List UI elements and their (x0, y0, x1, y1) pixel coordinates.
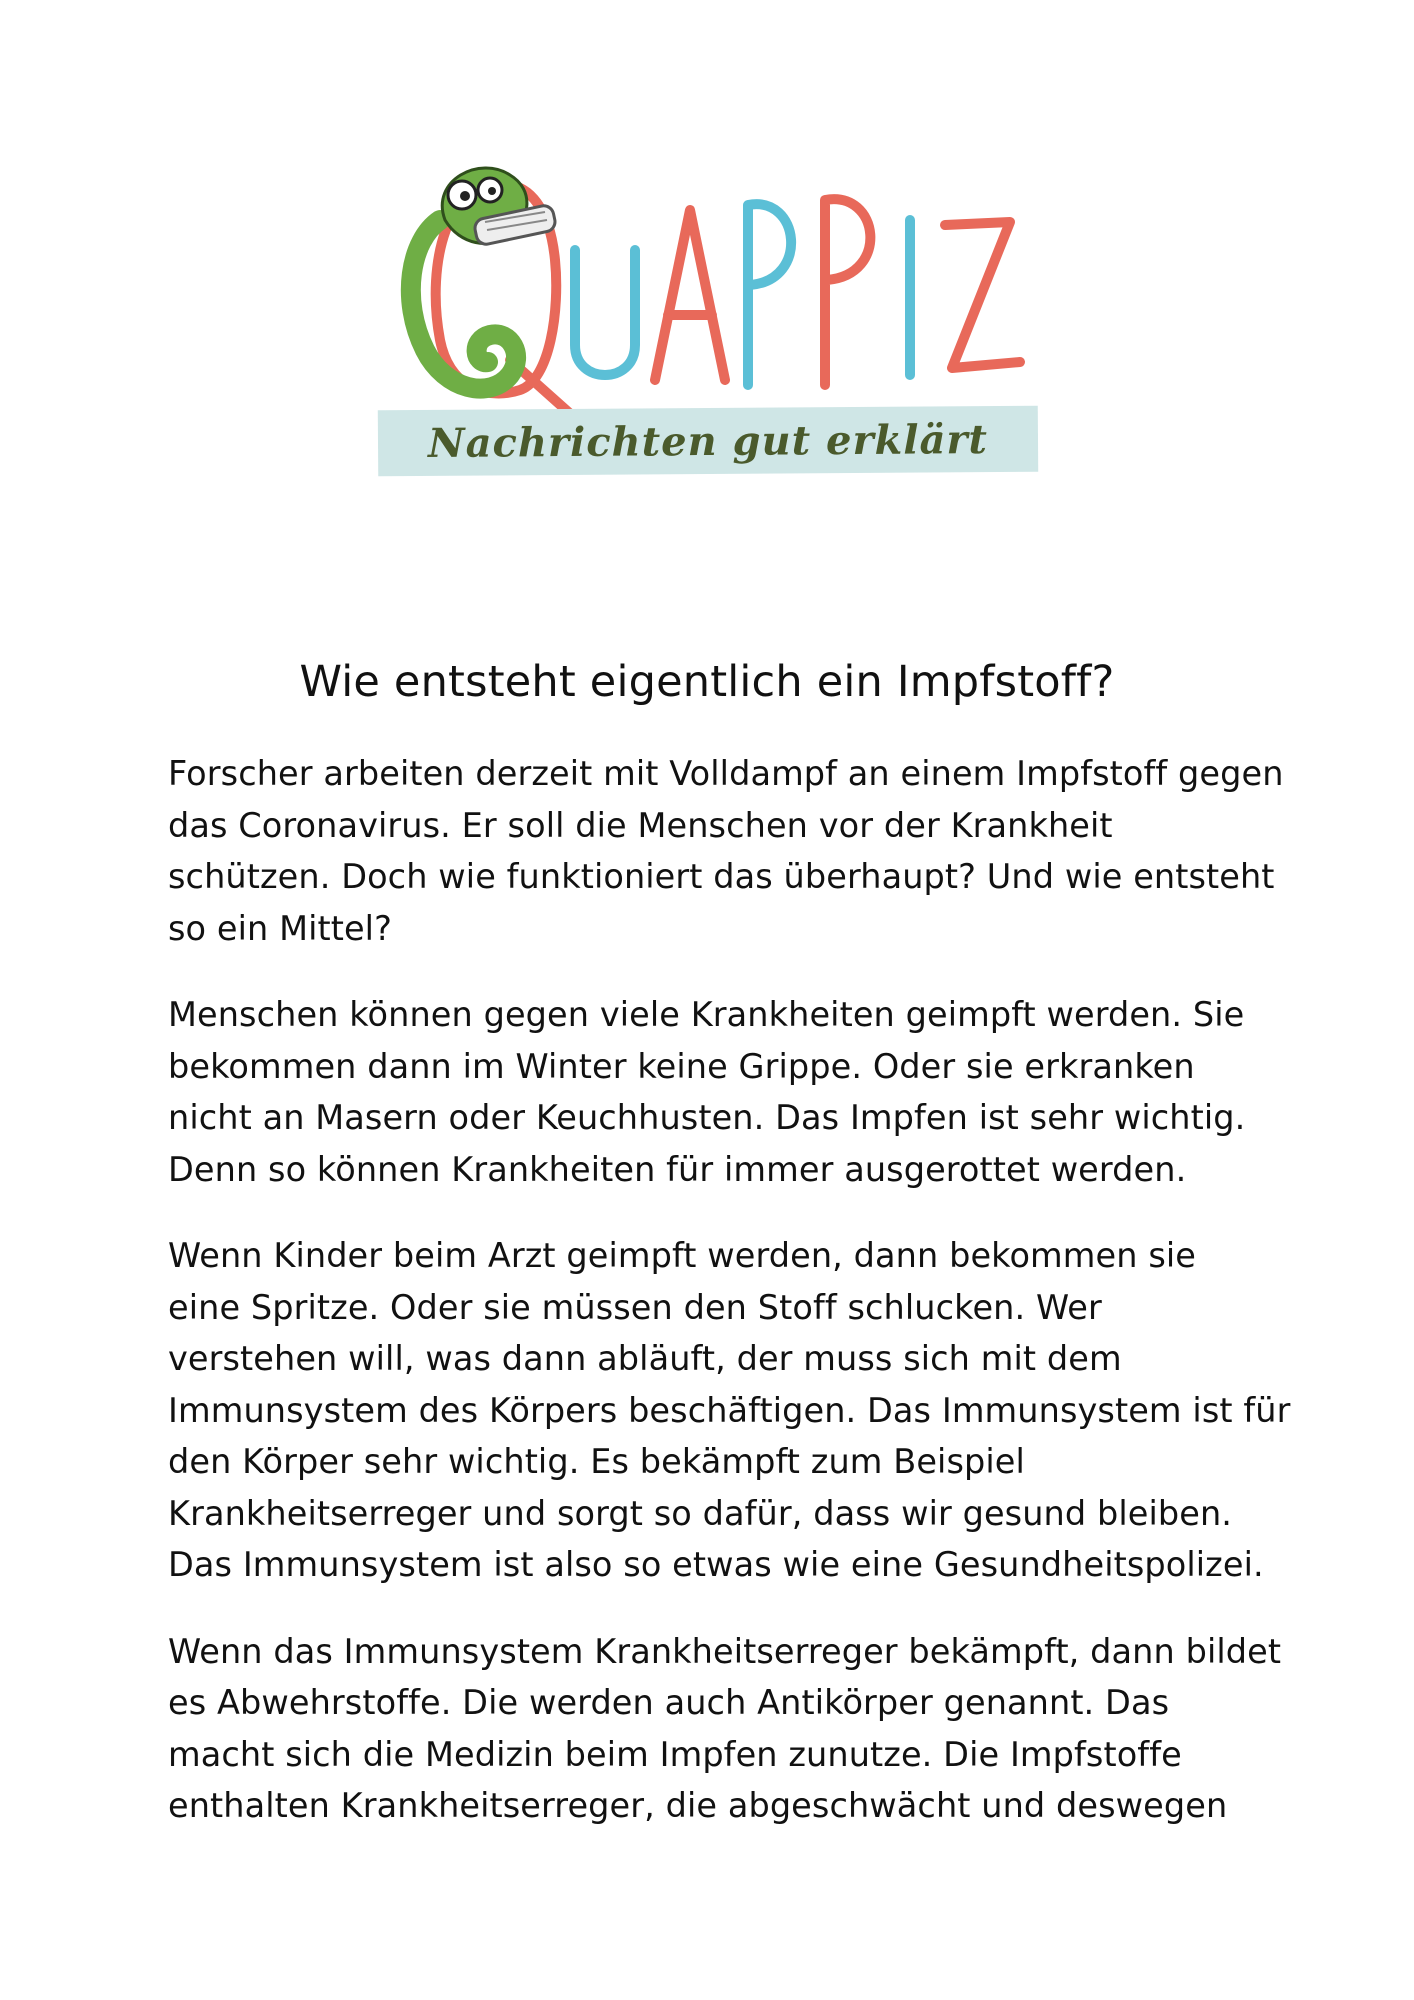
text-line: enthalten Krankheitserreger, die abgeschwächt und deswegen (168, 1786, 1228, 1825)
logo-tagline: Nachrichten gut erklärt (378, 406, 1038, 477)
logo-letter-p1 (748, 204, 791, 385)
text-line: macht sich die Medizin beim Impfen zunutze. Die Impfstoffe (168, 1734, 1182, 1774)
paragraph-1 (168, 748, 1284, 954)
logo-letter-u (575, 250, 635, 375)
text-line: Menschen können gegen viele Krankheiten geimpft werden. Sie (168, 995, 1245, 1034)
paragraph-2 (168, 989, 1278, 1195)
text-line: Immunsystem des Körpers beschäftigen. Das Immunsystem ist für (168, 1390, 1291, 1430)
article-body (168, 748, 1291, 1867)
text-line: es Abwehrstoffe. Die werden auch Antikörper genannt. Das (168, 1683, 1170, 1722)
text-line: Denn so können Krankheiten für immer ausgerottet werden. (168, 1149, 1187, 1189)
logo-letter-z (945, 222, 1020, 368)
text-line: schützen. Doch wie funktioniert das überhaupt? Und wie entsteht (168, 857, 1275, 896)
paragraph-3 (168, 1230, 1291, 1591)
text-line: Forscher arbeiten derzeit mit Volldampf an einem Impfstoff gegen (168, 754, 1284, 793)
text-line: nicht an Masern oder Keuchhusten. Das Impfen ist sehr wichtig. (168, 1098, 1246, 1137)
text-line: Krankheitserreger und sorgt so dafür, dass wir gesund bleiben. (168, 1493, 1233, 1533)
text-line: Das Immunsystem ist also so etwas wie eine Gesundheitspolizei. (168, 1545, 1264, 1584)
paragraph-4 (168, 1626, 1282, 1832)
logo-letter-a (655, 210, 725, 380)
text-line: verstehen will, was dann abläuft, der muss sich mit dem (168, 1339, 1122, 1378)
text-line: eine Spritze. Oder sie müssen den Stoff schlucken. Wer (168, 1287, 1102, 1327)
text-line: das Coronavirus. Er soll die Menschen vor der Krankheit (168, 805, 1113, 845)
text-line: Wenn Kinder beim Arzt geimpft werden, dann bekommen sie (168, 1236, 1196, 1275)
logo-letter-p2 (825, 199, 870, 385)
text-line: den Körper sehr wichtig. Es bekämpft zum Beispiel (168, 1442, 1025, 1481)
text-line: bekommen dann im Winter keine Grippe. Oder sie erkranken (168, 1046, 1195, 1086)
article-title: Wie entsteht eigentlich ein Impfstoff? (299, 657, 1115, 707)
text-line: Wenn das Immunsystem Krankheitserreger bekämpft, dann bildet (168, 1631, 1282, 1671)
text-line: so ein Mittel? (168, 908, 392, 948)
